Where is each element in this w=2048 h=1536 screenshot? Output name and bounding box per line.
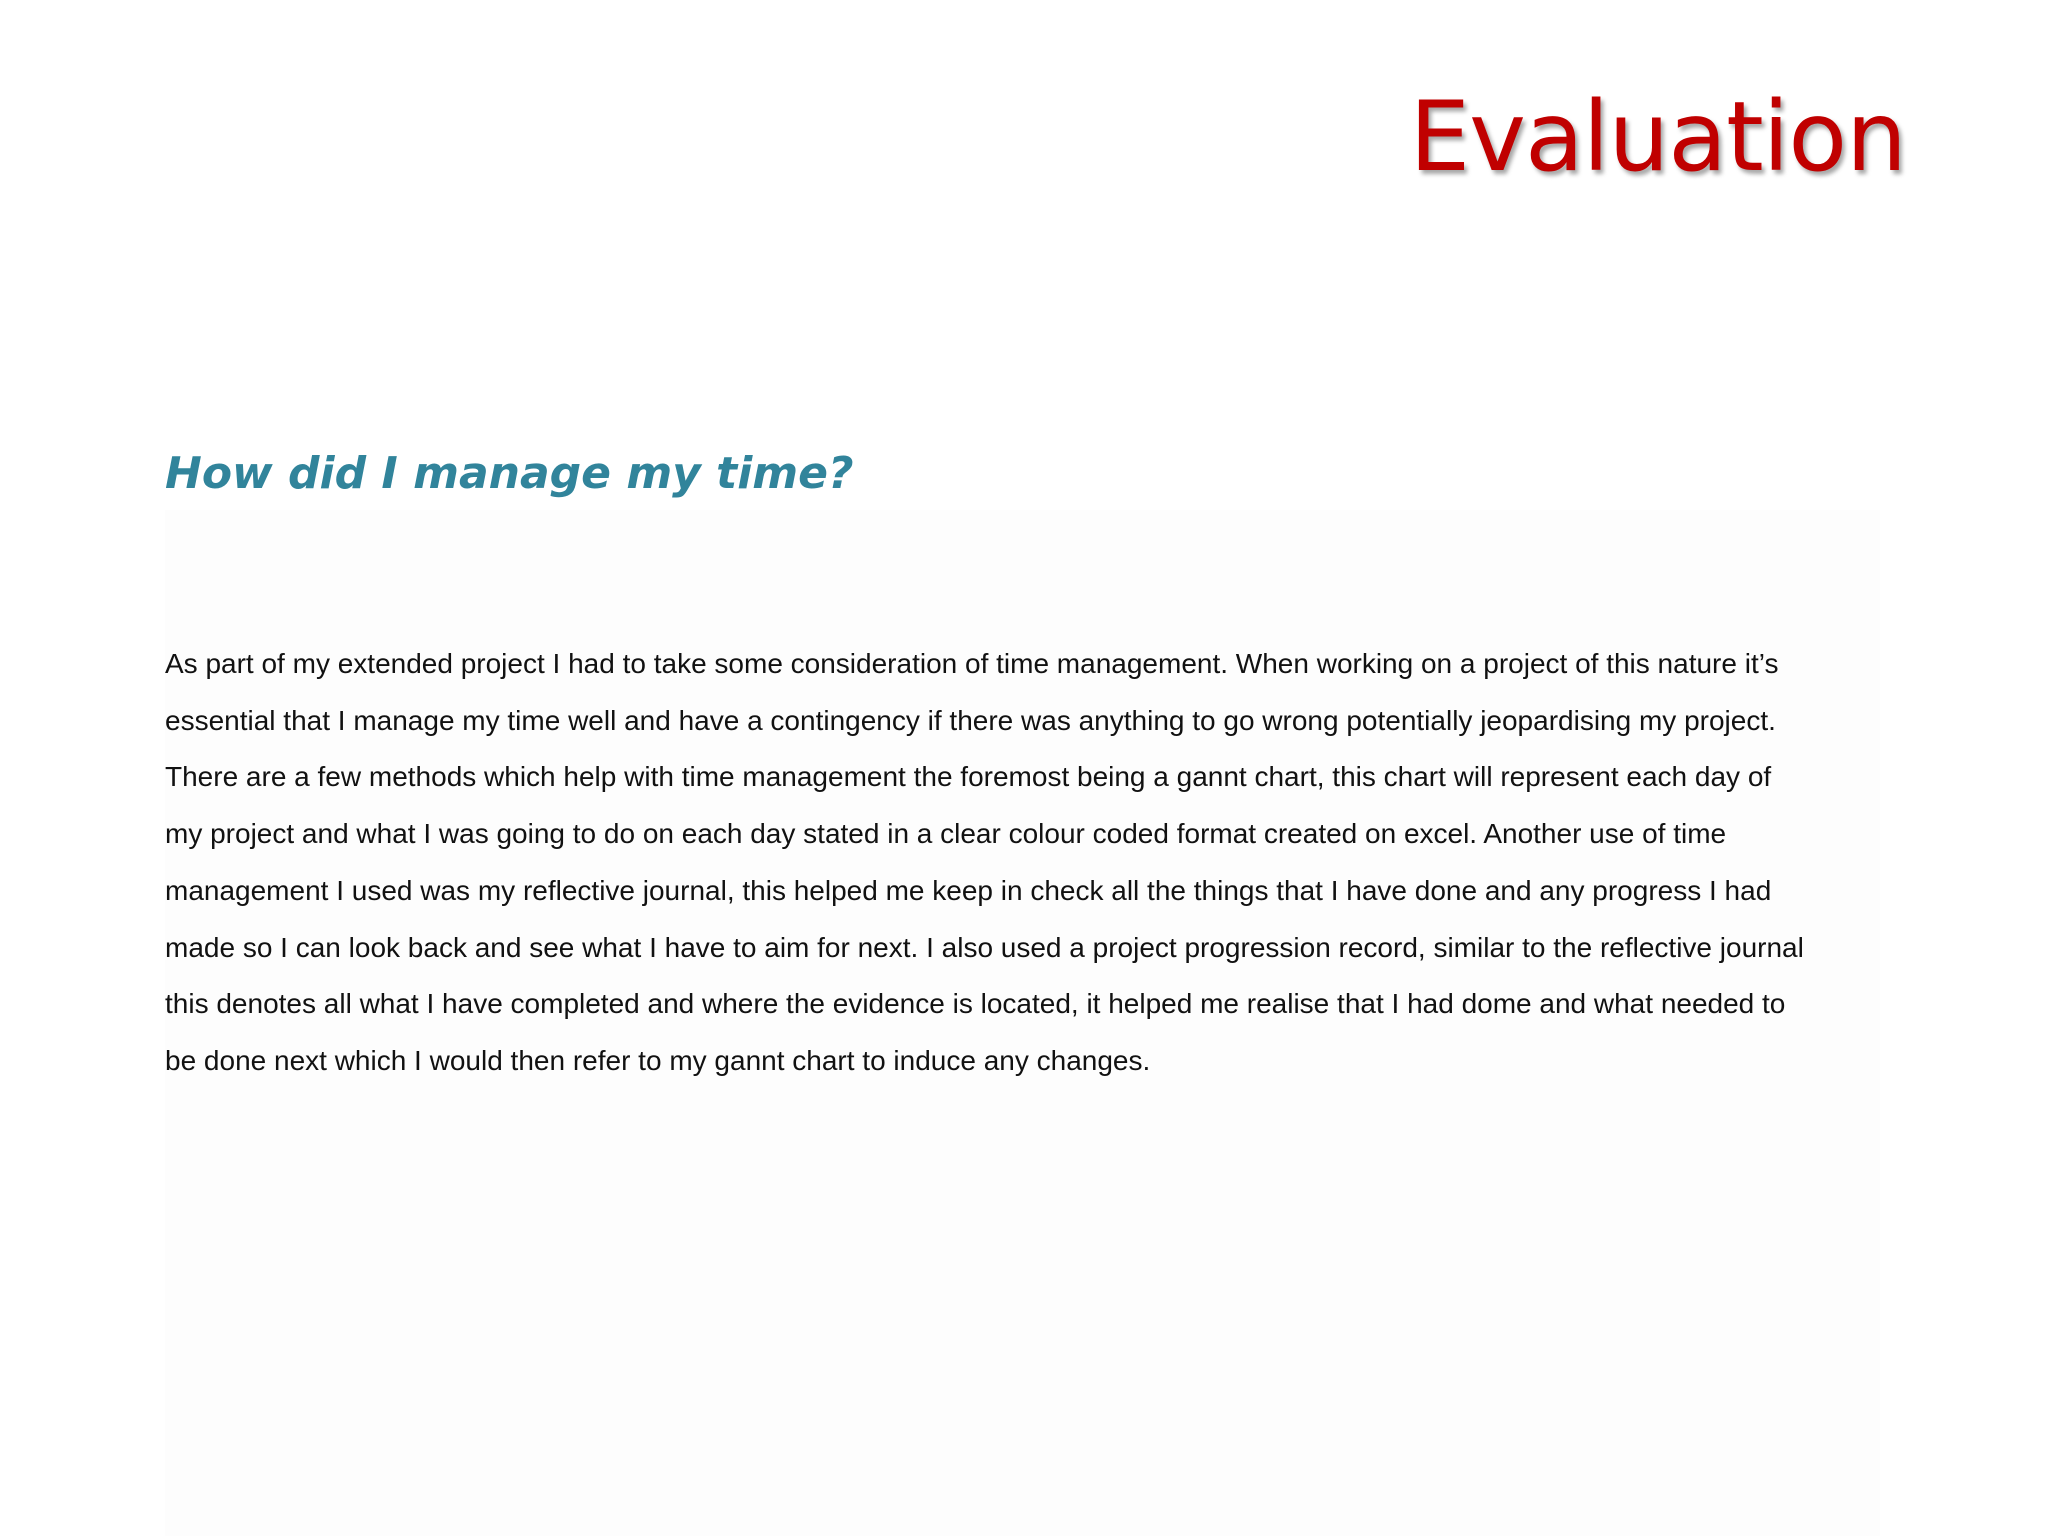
body-line: management I used was my reflective journal, this helped me keep in check all the things that I have done and any progress I had [165, 874, 1772, 906]
slide-title: Evaluation [1409, 81, 1906, 193]
body-line: There are a few methods which help with time management the foremost being a gannt chart, this chart will represent each day of [165, 761, 1772, 793]
body-line: As part of my extended project I had to take some consideration of time management. When working on a project of this nature it’s [165, 648, 1779, 679]
body-paragraph [165, 636, 1885, 1090]
section-heading: How did I manage my time? [165, 448, 854, 499]
body-line: my project and what I was going to do on each day stated in a clear colour coded format created on excel. Another use of time [165, 818, 1727, 850]
body-line: be done next which I would then refer to my gannt chart to induce any changes. [165, 1044, 1151, 1076]
body-line: this denotes all what I have completed and where the evidence is located, it helped me realise that I had dome and what needed to [165, 988, 1786, 1020]
body-line: essential that I manage my time well and have a contingency if there was anything to go wrong potentially jeopardising my project. [165, 704, 1776, 736]
body-line: made so I can look back and see what I have to aim for next. I also used a project progression record, similar to the reflective journal [165, 931, 1804, 963]
